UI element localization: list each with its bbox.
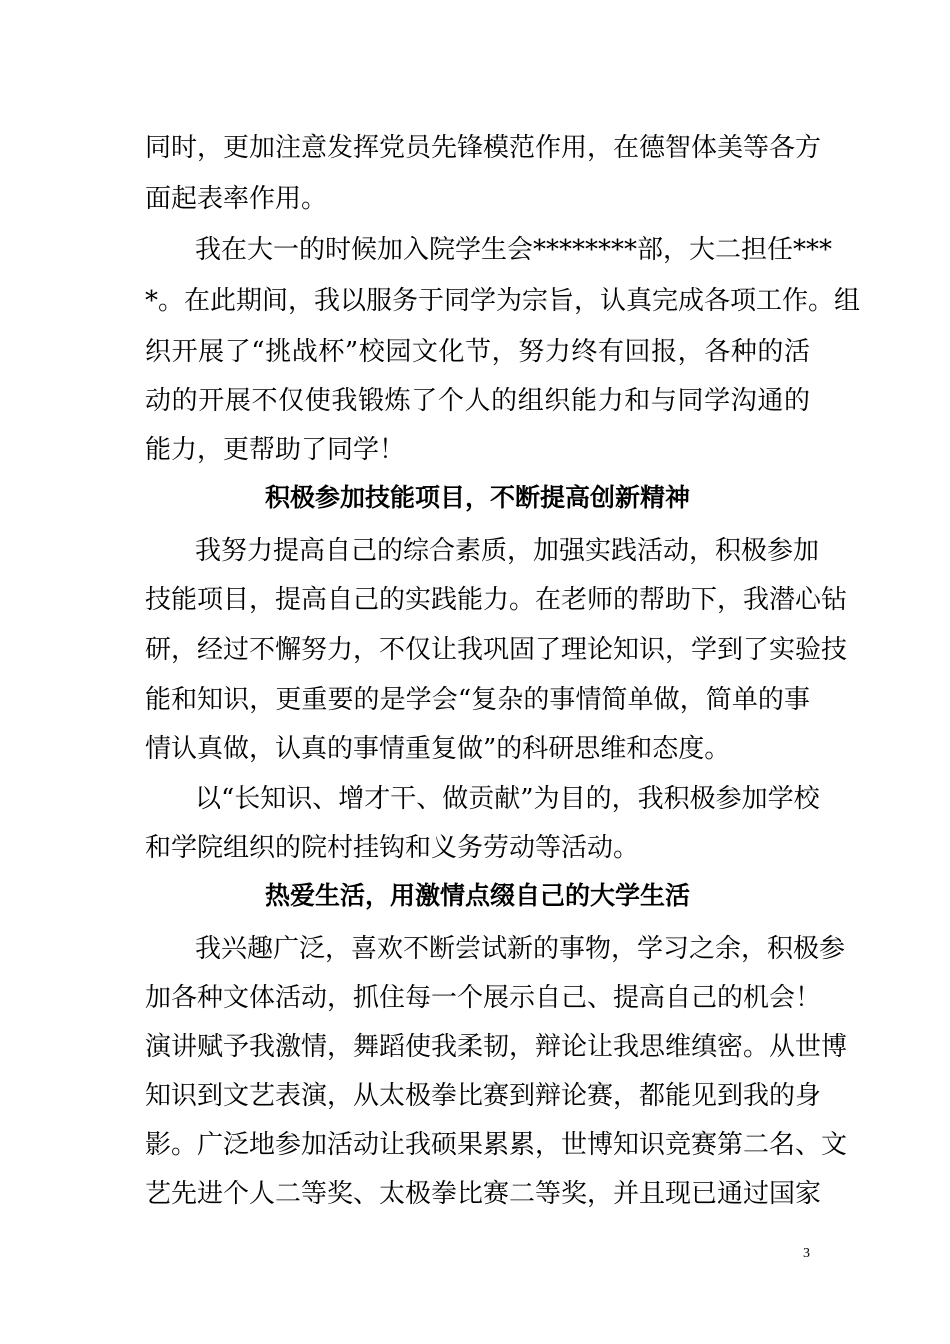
paragraph-line: 艺先进个人二等奖、太极拳比赛二等奖，并且现已通过国家 — [145, 1179, 822, 1209]
paragraph-line: 加各种文体活动，抓住每一个展示自己、提高自己的机会！ — [145, 983, 822, 1013]
paragraph-line: 我努力提高自己的综合素质，加强实践活动，积极参加 — [195, 536, 820, 566]
paragraph-line: 影。广泛地参加活动让我硕果累累，世博知识竞赛第二名、文 — [145, 1130, 848, 1160]
paragraph-line: 情认真做，认真的事情重复做”的科研思维和态度。 — [145, 734, 731, 764]
paragraph-line: 能和知识，更重要的是学会“复杂的事情简单做，简单的事 — [145, 685, 810, 715]
paragraph-line: 我兴趣广泛，喜欢不断尝试新的事物，学习之余，积极参 — [195, 934, 846, 964]
paragraph-line: *。在此期间，我以服务于同学为宗旨，认真完成各项工作。组 — [145, 286, 861, 316]
paragraph-line: 演讲赋予我激情，舞蹈使我柔韧，辩论让我思维缜密。从世博 — [145, 1032, 848, 1062]
paragraph-line: 面起表率作用。 — [145, 184, 328, 214]
paragraph-line: 知识到文艺表演，从太极拳比赛到辩论赛，都能见到我的身 — [145, 1081, 822, 1111]
page-number: 3 — [803, 1246, 810, 1261]
paragraph-line: 我在大一的时候加入院学生会********部，大二担任*** — [195, 235, 833, 265]
section-heading: 积极参加技能项目，不断提高创新精神 — [264, 483, 690, 512]
paragraph-line: 动的开展不仅使我锻炼了个人的组织能力和与同学沟通的 — [145, 386, 810, 416]
paragraph-line: 和学院组织的院村挂钩和义务劳动等活动。 — [145, 833, 640, 863]
paragraph-line: 研，经过不懈努力，不仅让我巩固了理论知识，学到了实验技 — [145, 635, 848, 665]
section-heading: 热爱生活，用激情点缀自己的大学生活 — [264, 881, 690, 910]
paragraph-line: 以“长知识、增才干、做贡献”为目的，我积极参加学校 — [195, 784, 820, 814]
paragraph-line: 同时，更加注意发挥党员先锋模范作用，在德智体美等各方 — [145, 133, 822, 163]
paragraph-line: 能力，更帮助了同学！ — [145, 435, 406, 465]
paragraph-line: 织开展了“挑战杯”校园文化节，努力终有回报，各种的活 — [145, 337, 810, 367]
paragraph-line: 技能项目，提高自己的实践能力。在老师的帮助下，我潜心钻 — [145, 585, 848, 615]
